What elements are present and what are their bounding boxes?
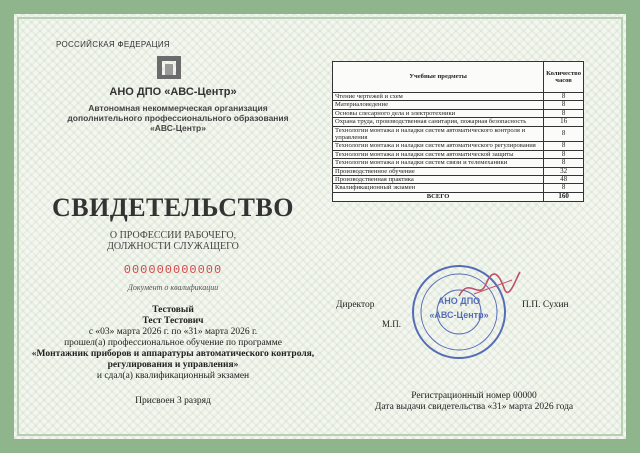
subject-cell: Производственное обучение: [333, 167, 544, 175]
organization-short-name: АНО ДПО «АВС-Центр»: [109, 86, 237, 98]
subject-cell: Технологии монтажа и наладки систем автоматической защиты: [333, 150, 544, 158]
stamp-center-text: «АВС-Центр»: [429, 310, 489, 320]
table-row: [333, 126, 584, 142]
recipient-name: Тест Тестович: [142, 316, 204, 326]
hours-cell: 16: [544, 118, 584, 126]
subject-cell: Материаловедение: [333, 101, 544, 109]
hours-cell: 8: [544, 126, 584, 142]
hours-cell: 8: [544, 109, 584, 117]
certificate-left-panel: [28, 28, 318, 428]
subject-cell: Чтение чертежей и схем: [333, 93, 544, 101]
program-name-line-2: регулирования и управления»: [107, 360, 239, 370]
table-row: [333, 109, 584, 117]
exam-text: и сдал(а) квалификационный экзамен: [96, 371, 250, 381]
federation-label: РОССИЙСКАЯ ФЕДЕРАЦИЯ: [56, 40, 170, 49]
subtitle-line-2: ДОЛЖНОСТИ СЛУЖАЩЕГО: [107, 241, 239, 252]
certificate-title: СВИДЕТЕЛЬСТВО: [51, 193, 294, 222]
subject-cell: Производственная практика: [333, 176, 544, 184]
training-passed-text: прошел(а) профессиональное обучение по программе: [64, 338, 282, 348]
hours-cell: 8: [544, 142, 584, 150]
table-row: [333, 176, 584, 184]
table-total-row: [333, 192, 584, 201]
stamp-top-text: АНО ДПО: [437, 296, 481, 306]
table-header-row: [333, 62, 584, 93]
director-signature-icon: [454, 266, 524, 306]
certificate-number: 000000000000: [123, 263, 223, 277]
director-name: П.П. Сухин: [522, 300, 569, 310]
subtitle-line-1: О ПРОФЕССИИ РАБОЧЕГО,: [109, 230, 237, 241]
seal-place-label: М.П.: [382, 319, 402, 329]
total-hours: 160: [544, 192, 584, 201]
table-row: [333, 101, 584, 109]
subject-cell: Технологии монтажа и наладки систем связи и телемеханики: [333, 159, 544, 167]
assigned-rank: Присвоен 3 разряд: [135, 396, 211, 406]
org-full-line-1: Автономная некоммерческая организация: [88, 103, 268, 113]
table-row: [333, 159, 584, 167]
subject-cell: Основы слесарного дела и электротехники: [333, 109, 544, 117]
hours-cell: 8: [544, 159, 584, 167]
subjects-table-body: [333, 93, 584, 193]
subject-cell: Квалификационный экзамен: [333, 184, 544, 192]
director-label: Директор: [336, 300, 375, 310]
header-subject: Учебные предметы: [333, 62, 544, 93]
registration-number: Регистрационный номер 00000: [411, 391, 537, 401]
subject-cell: Технологии монтажа и наладки систем автоматического регулирования: [333, 142, 544, 150]
training-dates: с «03» марта 2026 г. по «31» марта 2026 г.: [88, 327, 258, 337]
hours-cell: 8: [544, 150, 584, 158]
subject-cell: Технологии монтажа и наладки систем автоматического контроля и управления: [333, 126, 544, 142]
recipient-surname: Тестовый: [152, 305, 194, 315]
table-row: [333, 142, 584, 150]
header-hours: Количество часов: [544, 62, 584, 93]
table-row: [333, 150, 584, 158]
registration-block: [344, 391, 604, 413]
organization-logo-icon: [154, 54, 184, 82]
subjects-table: [332, 61, 584, 202]
table-row: [333, 118, 584, 126]
table-row: [333, 93, 584, 101]
table-row: [333, 184, 584, 192]
certificate-subtitle: [28, 230, 318, 252]
subject-cell: Охрана труда, производственная санитария, пожарная безопасность: [333, 118, 544, 126]
certificate-body-text: [28, 305, 318, 382]
hours-cell: 8: [544, 184, 584, 192]
hours-cell: 8: [544, 93, 584, 101]
program-name-line-1: «Монтажник приборов и аппаратуры автоматического контроля,: [31, 349, 315, 359]
document-type-label: Документ о квалификации: [127, 283, 219, 292]
table-row: [333, 167, 584, 175]
issue-date: Дата выдачи свидетельства «31» марта 2026 года: [374, 402, 574, 412]
org-full-line-3: «АВС-Центр»: [150, 123, 206, 133]
hours-cell: 48: [544, 176, 584, 184]
organization-full-name: [48, 103, 308, 133]
hours-cell: 32: [544, 167, 584, 175]
total-label: ВСЕГО: [333, 192, 544, 201]
hours-cell: 8: [544, 101, 584, 109]
subjects-table-wrapper: [332, 61, 584, 202]
org-full-line-2: дополнительного профессионального образования: [67, 113, 289, 123]
